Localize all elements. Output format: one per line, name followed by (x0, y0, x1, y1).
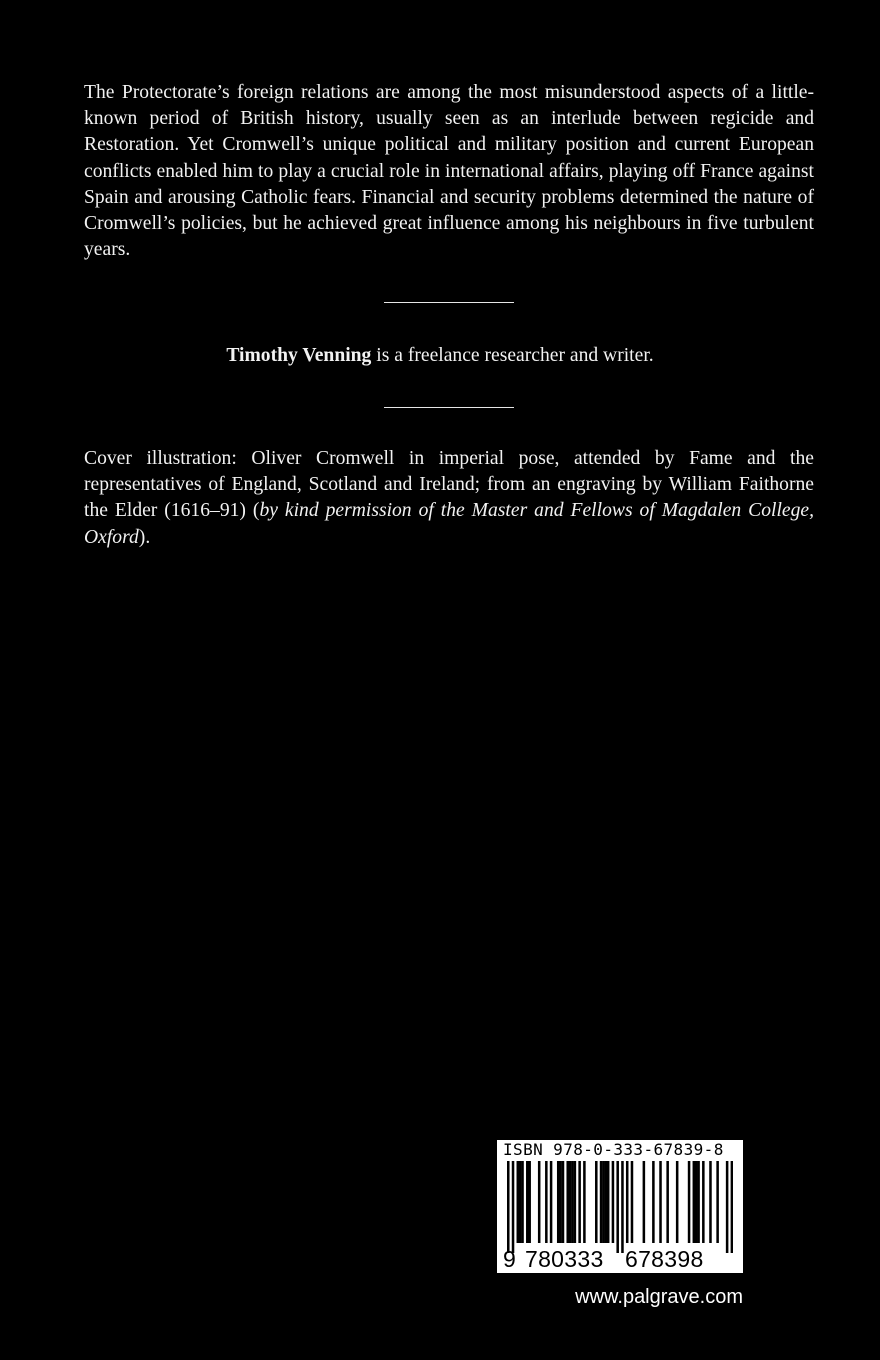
barcode-bar (659, 1161, 662, 1243)
barcode-bar (602, 1161, 605, 1243)
barcode-bar (595, 1161, 598, 1243)
barcode-bar (600, 1161, 603, 1243)
barcode-bar (559, 1161, 562, 1243)
barcode-bar (557, 1161, 560, 1243)
barcode-bar (550, 1161, 553, 1243)
credit-closing: ). (138, 526, 151, 548)
divider-bottom (384, 407, 514, 408)
barcode-bar (569, 1161, 572, 1243)
barcode-bar (571, 1161, 574, 1243)
barcode-bar (631, 1161, 634, 1243)
barcode-bar (574, 1161, 577, 1243)
barcode-bar (605, 1161, 608, 1243)
barcode-bar (702, 1161, 705, 1243)
barcode-bar (695, 1161, 698, 1243)
cover-illustration-credit (84, 446, 814, 551)
barcode-bar (666, 1161, 669, 1243)
isbn-label: ISBN 978-0-333-67839-8 (503, 1140, 724, 1159)
publisher-website: www.palgrave.com (575, 1286, 743, 1308)
barcode-bar (519, 1161, 522, 1243)
barcode-bar (716, 1161, 719, 1243)
barcode-guard-bar (726, 1161, 729, 1253)
barcode-guard-bar (616, 1161, 619, 1253)
barcode-guard-bar (621, 1161, 624, 1253)
barcode-bar (693, 1161, 696, 1243)
barcode-bar (709, 1161, 712, 1243)
barcode-bar (676, 1161, 679, 1243)
author-name: Timothy Venning (226, 345, 372, 366)
book-description: The Protectorate’s foreign relations are among the most misunderstood aspects of a little-known period of British history, usually seen as an interlude between regicide and Restoration. Yet Cromwell’s unique political and military position and current European conflicts enabled him to play a crucial role in international affairs, playing off France against Spain and arousing Catholic fears. Financial and security problems determined the nature of Cromwell’s policies, but he achieved great influence among his neighbours in five turbulent years. (84, 82, 814, 261)
barcode-bar (562, 1161, 565, 1243)
barcode-bar (521, 1161, 524, 1243)
author-bio-text: is a freelance researcher and writer. (371, 345, 654, 366)
barcode-digits-right: 678398 (625, 1246, 704, 1272)
barcode-bar (583, 1161, 586, 1243)
barcode-bar (545, 1161, 548, 1243)
barcode-digit-first: 9 (503, 1246, 516, 1272)
barcode-bar (566, 1161, 569, 1243)
barcode-bar (688, 1161, 691, 1243)
barcode-guard-bar (507, 1161, 510, 1253)
barcode-bar (652, 1161, 655, 1243)
barcode-guard-bar (512, 1161, 515, 1253)
credit-permission: by kind permission of the Master and Fellows of Magdalen College, Oxford (84, 500, 814, 548)
barcode-bar (612, 1161, 615, 1243)
barcode-bar (578, 1161, 581, 1243)
barcode-bar (538, 1161, 541, 1243)
barcode-digits-left: 780333 (525, 1246, 604, 1272)
author-bio (0, 343, 880, 369)
isbn-barcode (497, 1140, 743, 1273)
barcode-bar (526, 1161, 529, 1243)
credit-text: Cover illustration: Oliver Cromwell in imperial pose, attended by Fame and the representatives of England, Scotland and Ireland; from an engraving by William Faithorne the Elder (1616–91) ( (84, 448, 814, 522)
divider-top (384, 302, 514, 303)
barcode-bars (507, 1161, 733, 1253)
barcode-bar (626, 1161, 629, 1243)
barcode-guard-bar (731, 1161, 733, 1253)
barcode-bar (607, 1161, 610, 1243)
barcode-bar (643, 1161, 646, 1243)
barcode-bar (697, 1161, 700, 1243)
barcode-bar (528, 1161, 531, 1243)
barcode-bar (517, 1161, 520, 1243)
